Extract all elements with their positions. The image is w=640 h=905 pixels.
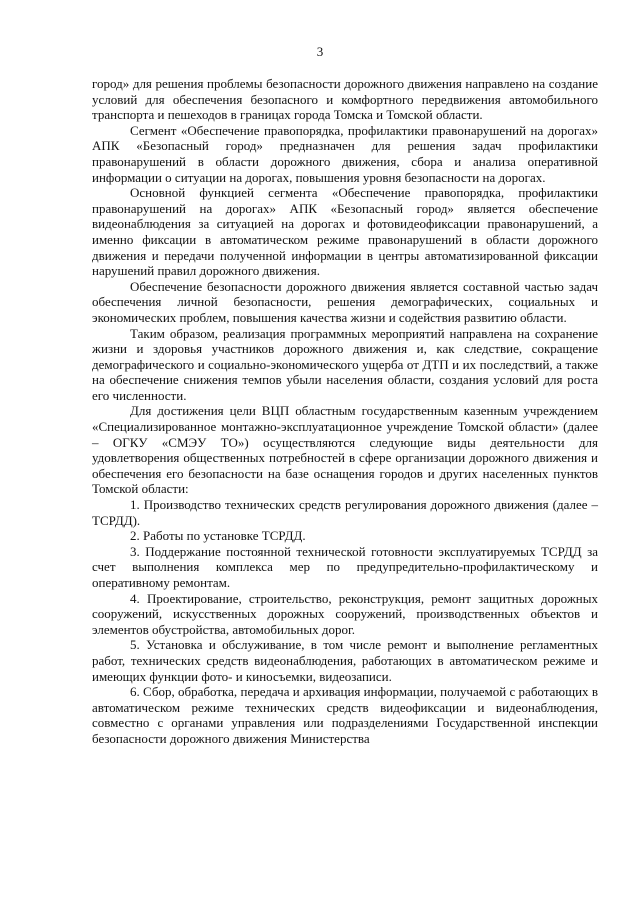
paragraph-activities-intro: Для достижения цели ВЦП областным государственным казенным учреждением «Специализированное монтажно-эксплуатационное учреждение Томской области» (далее – ОГКУ «СМЭУ ТО») осуществляются следующие виды деятельности для удовлетворения общественных потребностей в сфере организации дорожного движения и обеспечения его безопасности на базе оснащения городов и других населенных пунктов Томской области: [92, 403, 598, 497]
paragraph-road-safety: Обеспечение безопасности дорожного движения является составной частью задач обеспечения личной безопасности, решения демографических, социальных и экономических проблем, повышения качества жизни и содействия развитию области. [92, 278, 598, 325]
list-item-3: 3. Поддержание постоянной технической готовности эксплуатируемых ТСРДД за счет выполнения комплекса мер по предупредительно-профилактическому и оперативному ремонтам. [92, 543, 598, 590]
list-item-6: 6. Сбор, обработка, передача и архивация информации, получаемой с работающих в автоматическом режиме технических средств видеофиксации и видеонаблюдения, совместно с органами управления или подразделениями Государственной инспекции безопасности дорожного движения Министерства [92, 684, 598, 746]
page-number: 3 [316, 44, 324, 59]
list-item-2: 2. Работы по установке ТСРДД. [130, 528, 306, 544]
paragraph-main-function: Основной функцией сегмента «Обеспечение правопорядка, профилактики правонарушений на дорогах» АПК «Безопасный город» является обеспечение видеонаблюдения за ситуацией на дорогах и фотовидеофиксации правонарушений, а именно фиксации в автоматическом режиме правонарушений в области дорожного движения и передачи полученной информации в центры автоматизированной фиксации нарушений правил дорожного движения. [92, 185, 598, 279]
document-body [92, 76, 598, 747]
list-item-1: 1. Производство технических средств регулирования дорожного движения (далее – ТСРДД). [92, 497, 598, 528]
paragraph-continuation: город» для решения проблемы безопасности дорожного движения направлено на создание условий для обеспечения безопасного и комфортного передвижения автомобильного транспорта и пешеходов в границах города Томска и Томской области. [92, 76, 598, 123]
paragraph-program-goals: Таким образом, реализация программных мероприятий направлена на сохранение жизни и здоровья участников дорожного движения и, как следствие, сокращение демографического и социально-экономического ущерба от ДТП и их последствий, а также на обеспечение снижения темпов убыли населения области, создания условий для роста его численности. [92, 325, 598, 403]
paragraph-segment-purpose: Сегмент «Обеспечение правопорядка, профилактики правонарушений на дорогах» АПК «Безопасный город» предназначен для решения задач профилактики правонарушений в области дорожного движения, сбора и анализа оперативной информации о ситуации на дорогах, повышения уровня безопасности на дорогах. [92, 122, 598, 185]
list-item-5: 5. Установка и обслуживание, в том числе ремонт и выполнение регламентных работ, технических средств видеонаблюдения, работающих в автоматическом режиме и имеющих функции фото- и киносъемки, видеозаписи. [92, 637, 598, 684]
list-item-4: 4. Проектирование, строительство, реконструкция, ремонт защитных дорожных сооружений, искусственных дорожных сооружений, производственных объектов и элементов обустройства, автомобильных дорог. [92, 590, 598, 637]
